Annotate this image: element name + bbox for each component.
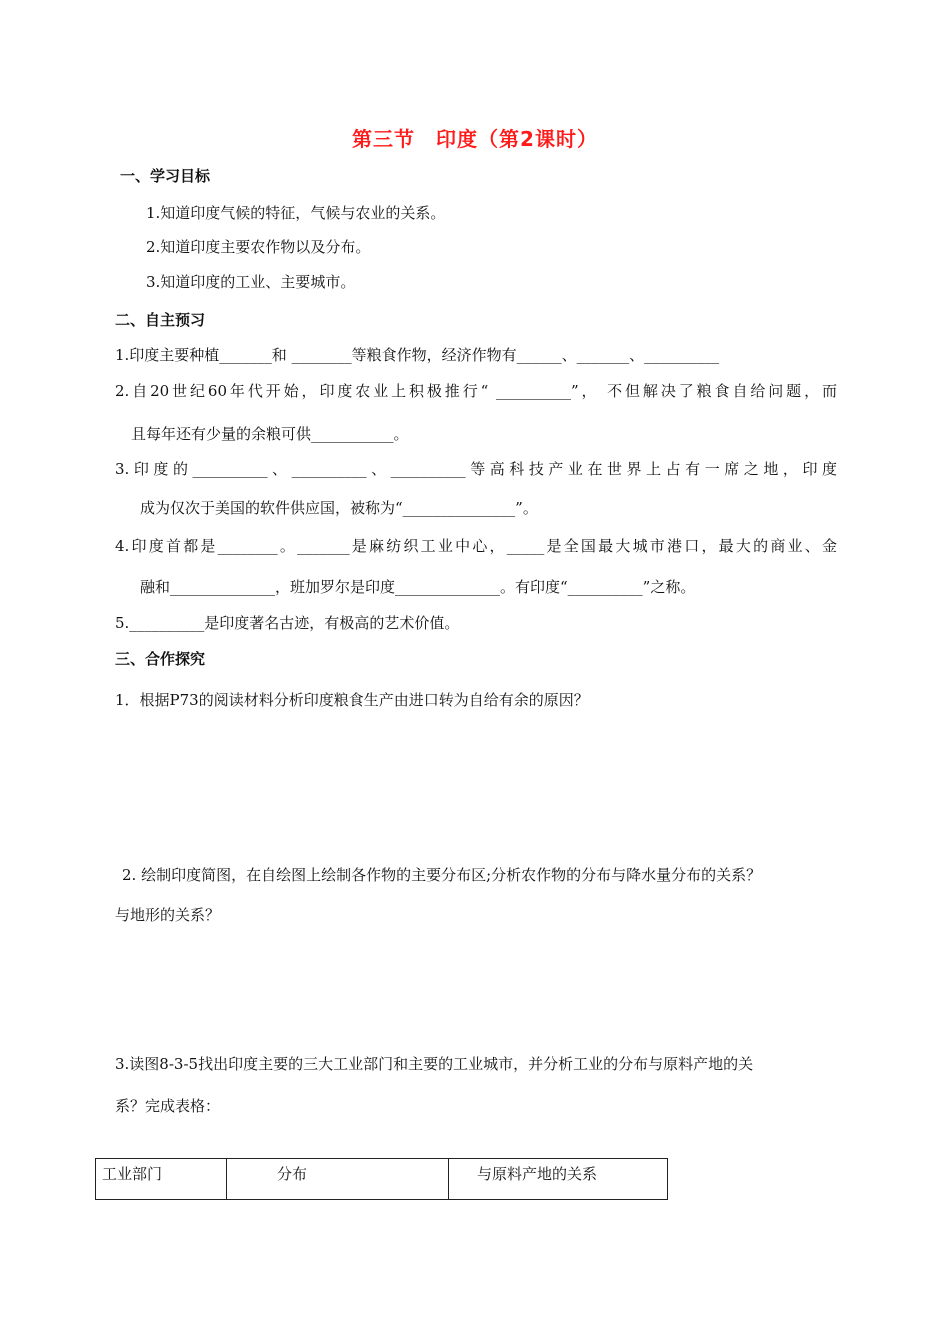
- preview-line: 且每年还有少量的余粮可供___________。: [131, 425, 409, 443]
- preview-line: 成为仅次于美国的软件供应国，被称为“_______________”。: [140, 499, 538, 517]
- section-heading-goals: 一、学习目标: [120, 167, 211, 185]
- goal-item: 3.知道印度的工业、主要城市。: [146, 273, 356, 291]
- table-header-cell: 工业部门: [96, 1159, 227, 1200]
- explore-question-3: 3.读图8-3-5找出印度主要的三大工业部门和主要的工业城市，并分析工业的分布与原料产地的关: [115, 1055, 754, 1073]
- section-heading-explore: 三、合作探究: [115, 650, 206, 668]
- table-header-row: [96, 1159, 668, 1200]
- section-heading-preview: 二、自主预习: [115, 311, 206, 329]
- industry-table: [95, 1158, 668, 1200]
- preview-line: 4.印度首都是________。_______是麻纺织工业中心，_____是全国最大城市港口，最大的商业、金: [115, 537, 837, 555]
- preview-line: 2.自20世纪60年代开始，印度农业上积极推行“ __________”， 不但解决了粮食自给问题，而: [115, 382, 837, 400]
- explore-question-2: 2. 绘制印度简图，在自绘图上绘制各作物的主要分布区;分析农作物的分布与降水量分布的关系？: [122, 866, 762, 884]
- explore-question-2-cont: 与地形的关系？: [115, 906, 221, 924]
- preview-line: 5.__________是印度著名古迹，有极高的艺术价值。: [115, 614, 460, 632]
- table-header-cell: 与原料产地的关系: [449, 1159, 668, 1200]
- preview-line: 融和______________，班加罗尔是印度______________。有印度“__________”之称。: [140, 578, 696, 596]
- table-header-cell: 分布: [227, 1159, 449, 1200]
- explore-question-3-cont: 系？完成表格：: [115, 1097, 221, 1115]
- goal-item: 2.知道印度主要农作物以及分布。: [146, 238, 371, 256]
- goal-item: 1.知道印度气候的特征，气候与农业的关系。: [146, 204, 446, 222]
- preview-line: 3.印度的__________、__________、__________等高科技产业在世界上占有一席之地，印度: [115, 460, 837, 478]
- explore-question-1: 1．根据P73的阅读材料分析印度粮食生产由进口转为自给有余的原因？: [115, 691, 589, 709]
- page-title: 第三节 印度（第2课时）: [352, 127, 598, 151]
- preview-line: 1.印度主要种植_______和 ________等粮食作物，经济作物有______、_______、__________: [115, 346, 720, 364]
